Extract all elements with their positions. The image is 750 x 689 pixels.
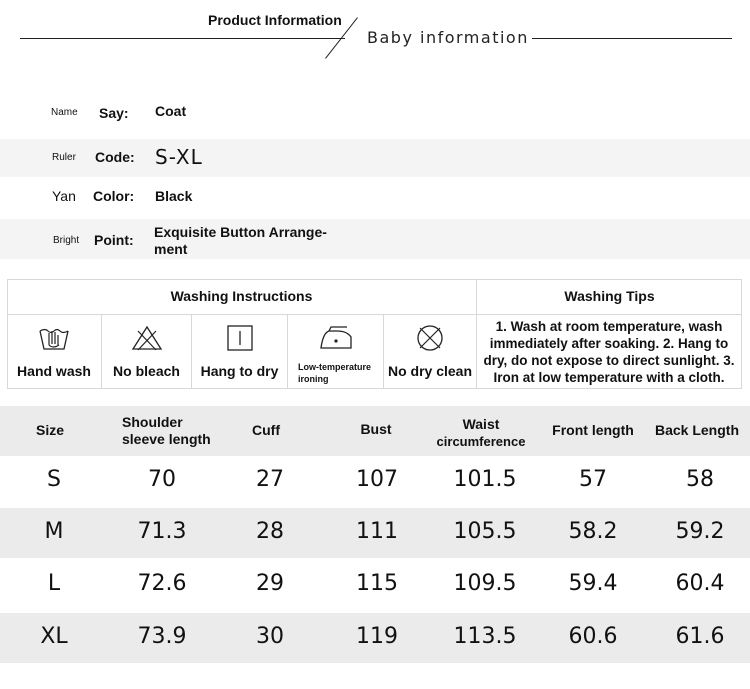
header-divider-left: [20, 38, 345, 39]
table-cell-waist: 109.5: [453, 571, 517, 596]
wash-item-label: Low-temperature: [298, 362, 372, 372]
low-temp-iron-icon: [317, 323, 355, 353]
info-small-label: Yan: [52, 188, 76, 204]
info-small-label: Name: [51, 107, 78, 118]
table-cell-back-length: 58: [686, 467, 714, 492]
info-value: Black: [155, 188, 193, 204]
wash-item-label-continued: ironing: [298, 374, 329, 384]
wash-item-label: No dry clean: [387, 363, 473, 379]
washing-tips-title: Washing Tips: [564, 288, 655, 304]
table-cell-shoulder: 70: [148, 467, 176, 492]
info-row-code: [0, 139, 750, 177]
table-cell-bust: 119: [356, 624, 398, 649]
table-cell-cuff: 29: [256, 571, 284, 596]
table-row: [0, 456, 750, 507]
table-cell-bust: 107: [356, 467, 398, 492]
table-row: [0, 613, 750, 663]
info-row-name: [0, 96, 750, 130]
table-cell-size: S: [47, 467, 61, 492]
table-cell-back-length: 60.4: [675, 571, 725, 596]
info-label: Color:: [93, 188, 135, 204]
table-cell-back-length: 61.6: [675, 624, 725, 649]
info-label: Say:: [99, 105, 129, 121]
hang-dry-icon: [223, 323, 257, 353]
table-row: [0, 508, 750, 558]
column-header-line: Waist: [462, 416, 500, 432]
column-header-front-length: Front length: [552, 422, 634, 438]
washing-tip-line: Iron at low temperature with a cloth.: [493, 370, 725, 385]
info-value: Coat: [155, 103, 187, 119]
table-row: [0, 560, 750, 611]
table-cell-waist: 113.5: [453, 624, 517, 649]
info-label: Code:: [95, 149, 135, 165]
column-header-shoulder: [108, 414, 240, 448]
table-cell-shoulder: 72.6: [137, 571, 187, 596]
column-header-line: circumference: [436, 434, 526, 449]
info-small-label: Ruler: [52, 152, 76, 163]
column-header-waist: [422, 416, 540, 450]
table-cell-shoulder: 71.3: [137, 519, 187, 544]
table-cell-cuff: 28: [256, 519, 284, 544]
table-cell-size: XL: [40, 624, 68, 649]
table-cell-cuff: 30: [256, 624, 284, 649]
info-label: Point:: [94, 232, 134, 248]
washing-tip-line: dry, do not expose to direct sunlight. 3.: [483, 353, 735, 368]
washing-tip-line: 1. Wash at room temperature, wash: [495, 319, 723, 334]
table-cell-front-length: 58.2: [568, 519, 618, 544]
washing-instructions-title: Washing Instructions: [170, 288, 313, 304]
info-value-continued: ment: [154, 241, 188, 257]
washing-tip-line: immediately after soaking. 2. Hang to: [489, 336, 729, 351]
table-cell-bust: 115: [356, 571, 398, 596]
wash-item-hang-dry: [192, 315, 287, 389]
table-cell-size: L: [47, 571, 61, 596]
info-row-color: [0, 180, 750, 214]
table-cell-front-length: 60.6: [568, 624, 618, 649]
table-cell-bust: 111: [356, 519, 398, 544]
table-cell-shoulder: 73.9: [137, 624, 187, 649]
info-small-label: Bright: [53, 235, 80, 246]
page-title: Product Information: [208, 12, 342, 28]
wash-item-label: Hang to dry: [200, 363, 279, 379]
no-bleach-icon: [130, 323, 164, 353]
wash-item-label: No bleach: [113, 363, 180, 379]
wash-item-low-temp-iron: [288, 315, 383, 389]
table-cell-size: M: [44, 519, 64, 544]
column-header-line: Shoulder: [122, 414, 183, 430]
table-cell-waist: 105.5: [453, 519, 517, 544]
table-cell-front-length: 57: [579, 467, 607, 492]
wash-item-no-bleach: [102, 315, 191, 389]
hand-wash-icon: [37, 323, 71, 353]
wash-item-label: Hand wash: [17, 363, 91, 379]
washing-tips-text: [470, 318, 748, 386]
table-cell-back-length: 59.2: [675, 519, 725, 544]
column-header-back-length: Back Length: [654, 422, 739, 438]
page-subtitle: Baby information: [367, 28, 529, 47]
info-value: Exquisite Button Arrange-: [154, 224, 327, 240]
table-cell-front-length: 59.4: [568, 571, 618, 596]
no-dry-clean-icon: [413, 323, 447, 353]
info-value: S-XL: [155, 145, 203, 169]
column-header-size: Size: [35, 422, 64, 438]
info-row-point: [0, 219, 750, 259]
column-header-bust: Bust: [360, 421, 392, 437]
column-header-line: sleeve length: [122, 431, 211, 447]
wash-item-no-dry-clean: [384, 315, 476, 389]
column-header-cuff: Cuff: [252, 422, 280, 438]
wash-item-hand-wash: [7, 315, 101, 389]
table-cell-cuff: 27: [256, 467, 284, 492]
size-table-header: [0, 406, 750, 456]
table-cell-waist: 101.5: [453, 467, 517, 492]
header-divider-right: [532, 38, 732, 39]
